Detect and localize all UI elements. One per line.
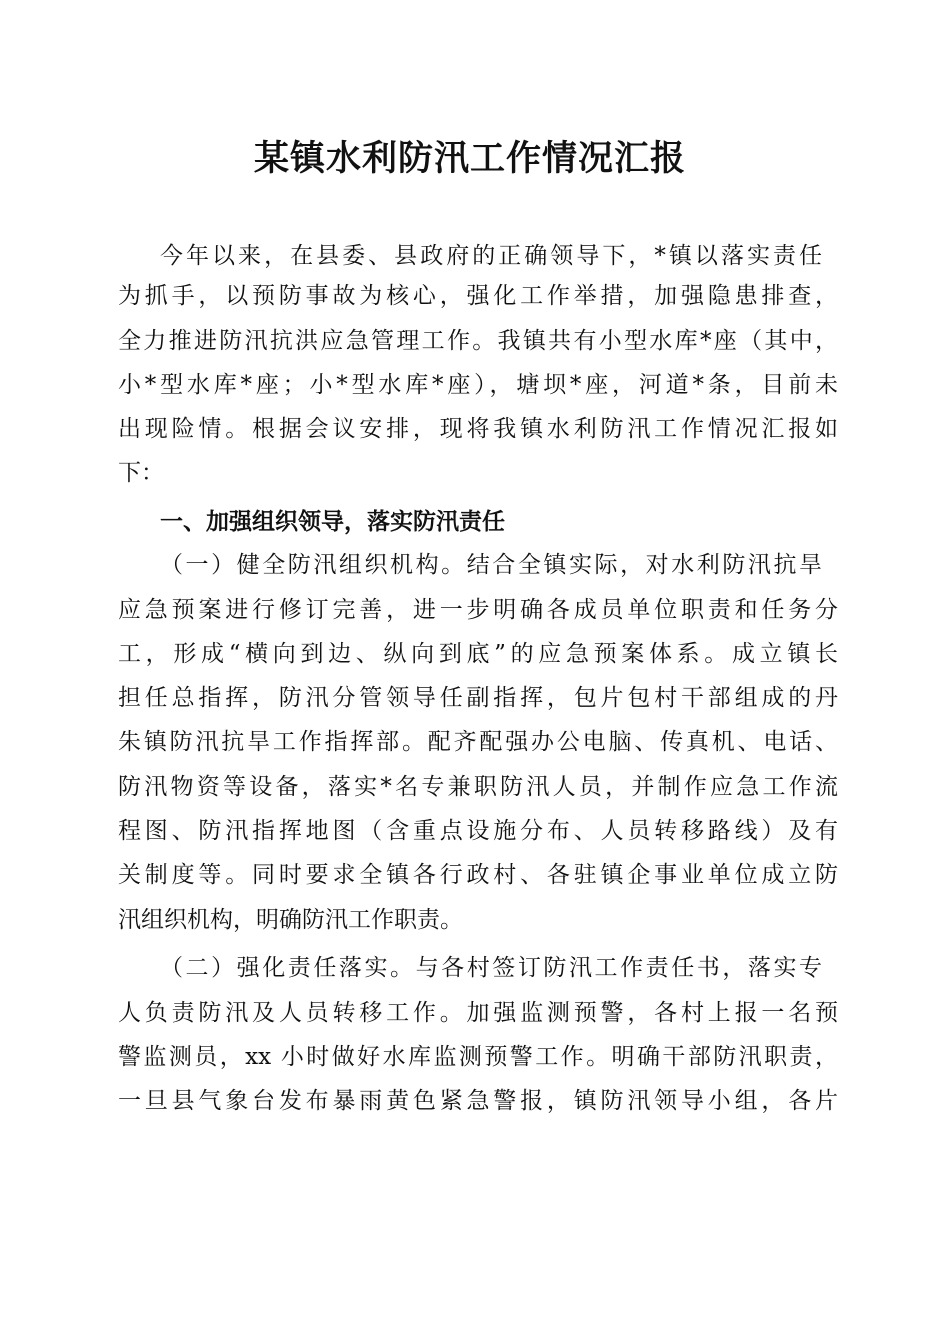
paragraph-line: 朱镇防汛抗旱工作指挥部。配齐配强办公电脑、传真机、电话、 (118, 729, 838, 755)
paragraph-line: （二）强化责任落实。与各村签订防汛工作责任书，落实专 (160, 955, 822, 981)
paragraph-line: 警监测员，xx 小时做好水库监测预警工作。明确干部防汛职责， (118, 1044, 838, 1070)
paragraph-line: 汛组织机构，明确防汛工作职责。 (118, 907, 463, 933)
intro-line: 小*型水库*座；小*型水库*座），塘坝*座，河道*条，目前未 (118, 372, 838, 398)
intro-line: 为抓手，以预防事故为核心，强化工作举措，加强隐患排查， (118, 283, 838, 309)
paragraph-line: 担任总指挥，防汛分管领导任副指挥，包片包村干部组成的丹 (118, 685, 838, 711)
paragraph-line: 应急预案进行修订完善，进一步明确各成员单位职责和任务分 (118, 597, 838, 623)
paragraph-line: （一）健全防汛组织机构。结合全镇实际，对水利防汛抗旱 (160, 552, 822, 578)
document-title: 某镇水利防汛工作情况汇报 (253, 138, 686, 179)
paragraph-line: 工，形成“横向到边、纵向到底”的应急预案体系。成立镇长 (118, 641, 838, 667)
paragraph-line: 程图、防汛指挥地图（含重点设施分布、人员转移路线）及有 (118, 818, 838, 844)
intro-line: 下： (118, 460, 164, 486)
intro-line: 出现险情。根据会议安排，现将我镇水利防汛工作情况汇报如 (118, 416, 838, 442)
intro-line: 今年以来，在县委、县政府的正确领导下，*镇以落实责任 (160, 243, 822, 269)
paragraph-line: 人负责防汛及人员转移工作。加强监测预警，各村上报一名预 (118, 1000, 838, 1026)
paragraph-line: 一旦县气象台发布暴雨黄色紧急警报，镇防汛领导小组，各片 (118, 1088, 838, 1114)
intro-line: 全力推进防汛抗洪应急管理工作。我镇共有小型水库*座（其中， (118, 328, 838, 354)
section-heading: 一、加强组织领导，落实防汛责任 (160, 509, 505, 535)
paragraph-line: 关制度等。同时要求全镇各行政村、各驻镇企事业单位成立防 (118, 862, 838, 888)
paragraph-line: 防汛物资等设备，落实*名专兼职防汛人员，并制作应急工作流 (118, 774, 838, 800)
